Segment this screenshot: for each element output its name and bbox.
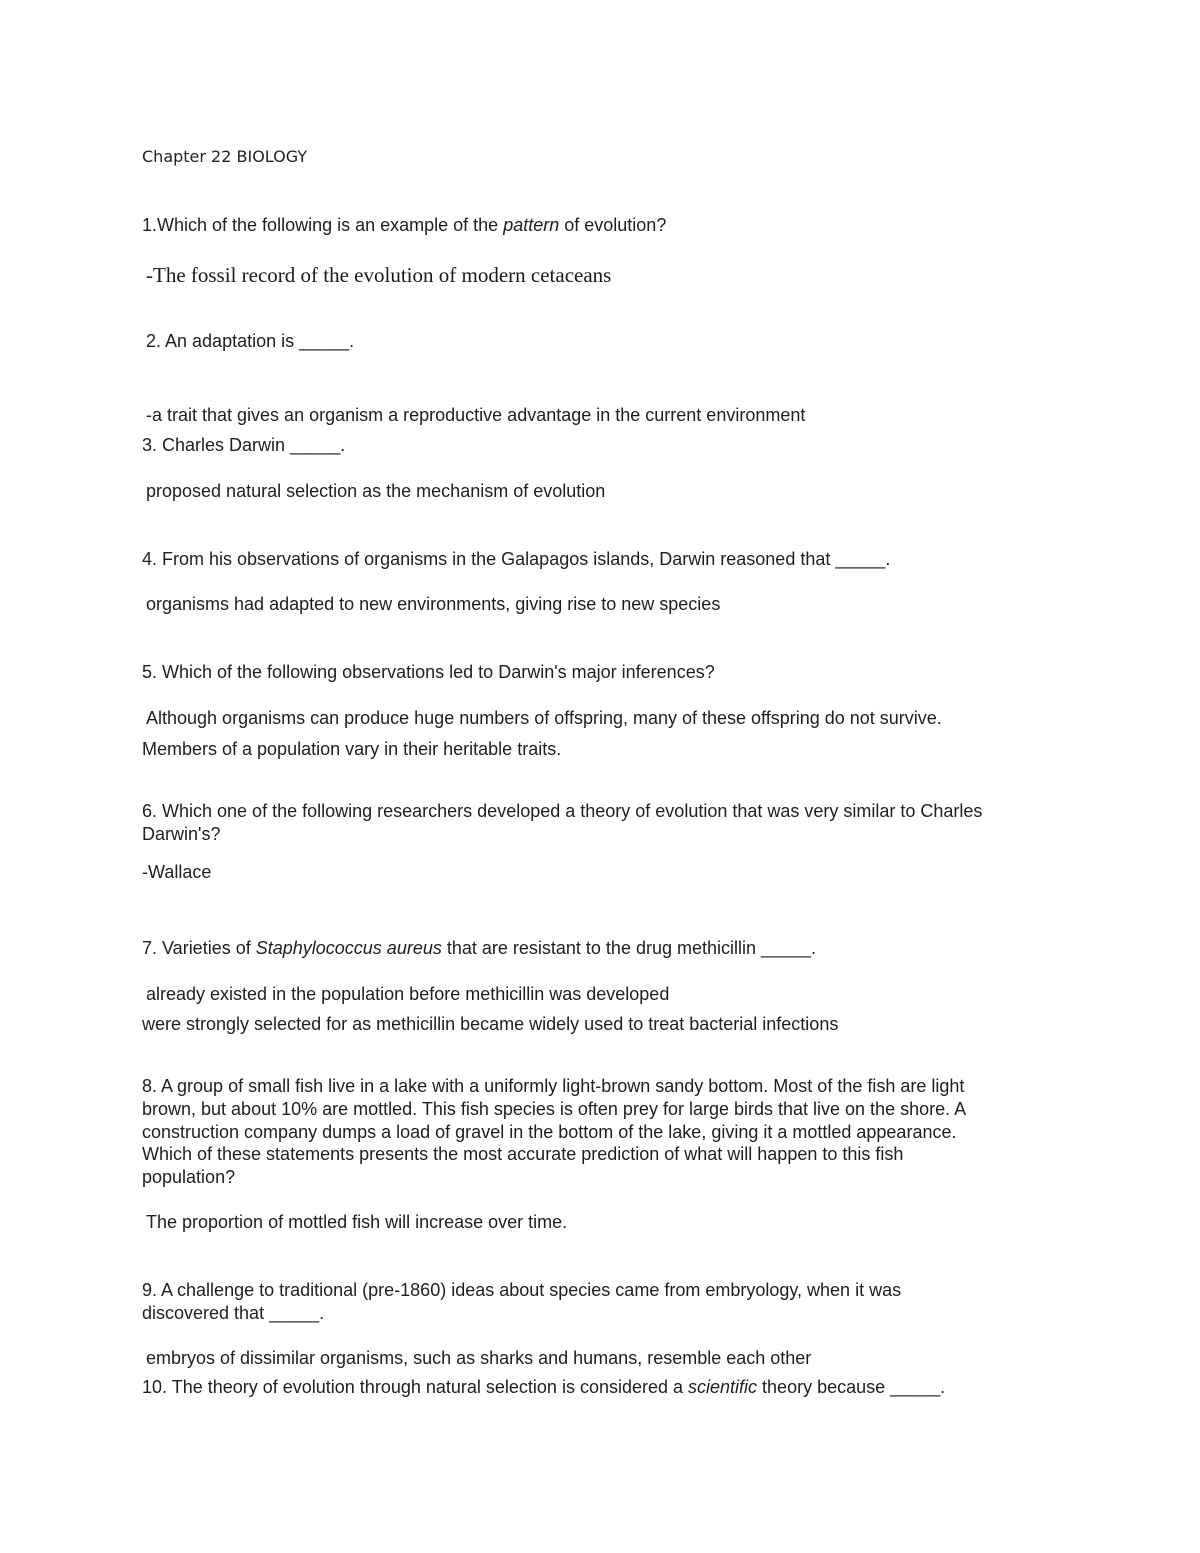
question-8-line-3: construction company dumps a load of gravel in the bottom of the lake, giving it a mottled appearance.	[142, 1122, 957, 1142]
answer-3: proposed natural selection as the mechanism of evolution	[146, 481, 606, 501]
answer-1: -The fossil record of the evolution of modern cetaceans	[146, 263, 612, 287]
answer-7-line-1: already existed in the population before methicillin was developed	[146, 984, 670, 1004]
question-6-line-1: 6. Which one of the following researchers developed a theory of evolution that was very similar to Charles	[142, 801, 983, 821]
question-8-line-4: Which of these statements presents the most accurate prediction of what will happen to this fish	[142, 1144, 904, 1164]
question-1-suffix: of evolution?	[559, 215, 667, 235]
question-10-suffix: theory because _____.	[757, 1377, 946, 1397]
question-1-italic: pattern	[503, 215, 560, 235]
answer-2: -a trait that gives an organism a reproductive advantage in the current environment	[146, 405, 806, 425]
question-9-line-2: discovered that _____.	[142, 1303, 325, 1323]
question-8-line-5: population?	[142, 1167, 236, 1187]
question-7-prefix: 7. Varieties of	[142, 938, 256, 958]
question-7	[142, 937, 816, 959]
page-title: Chapter 22 BIOLOGY	[142, 147, 308, 166]
question-9-line-1: 9. A challenge to traditional (pre-1860) ideas about species came from embryology, when it was	[142, 1280, 902, 1300]
question-8-line-1: 8. A group of small fish live in a lake with a uniformly light-brown sandy bottom. Most of the fish are light	[142, 1076, 965, 1096]
question-4: 4. From his observations of organisms in the Galapagos islands, Darwin reasoned that _____.	[142, 549, 891, 569]
question-10-italic: scientific	[688, 1377, 758, 1397]
question-10-prefix: 10. The theory of evolution through natural selection is considered a	[142, 1377, 689, 1397]
answer-7-line-2: were strongly selected for as methicillin became widely used to treat bacterial infections	[142, 1014, 839, 1034]
question-7-italic: Staphylococcus aureus	[255, 938, 442, 958]
question-6-line-2: Darwin's?	[142, 824, 221, 844]
question-1-prefix: 1.Which of the following is an example of the	[142, 215, 504, 235]
question-2: 2. An adaptation is _____.	[146, 331, 355, 351]
question-7-suffix: that are resistant to the drug methicillin _____.	[441, 938, 817, 958]
answer-5-line-2: Members of a population vary in their heritable traits.	[142, 739, 562, 759]
question-5: 5. Which of the following observations led to Darwin's major inferences?	[142, 662, 715, 682]
answer-6: -Wallace	[142, 862, 212, 882]
question-1	[142, 214, 666, 236]
answer-4: organisms had adapted to new environments, giving rise to new species	[146, 594, 721, 614]
answer-9: embryos of dissimilar organisms, such as sharks and humans, resemble each other	[146, 1348, 812, 1368]
answer-5-line-1: Although organisms can produce huge numbers of offspring, many of these offspring do not survive.	[146, 708, 942, 728]
question-3: 3. Charles Darwin _____.	[142, 435, 346, 455]
question-8-line-2: brown, but about 10% are mottled. This fish species is often prey for large birds that live on the shore. A	[142, 1099, 967, 1119]
question-10	[142, 1376, 945, 1398]
answer-8: The proportion of mottled fish will increase over time.	[146, 1212, 568, 1232]
